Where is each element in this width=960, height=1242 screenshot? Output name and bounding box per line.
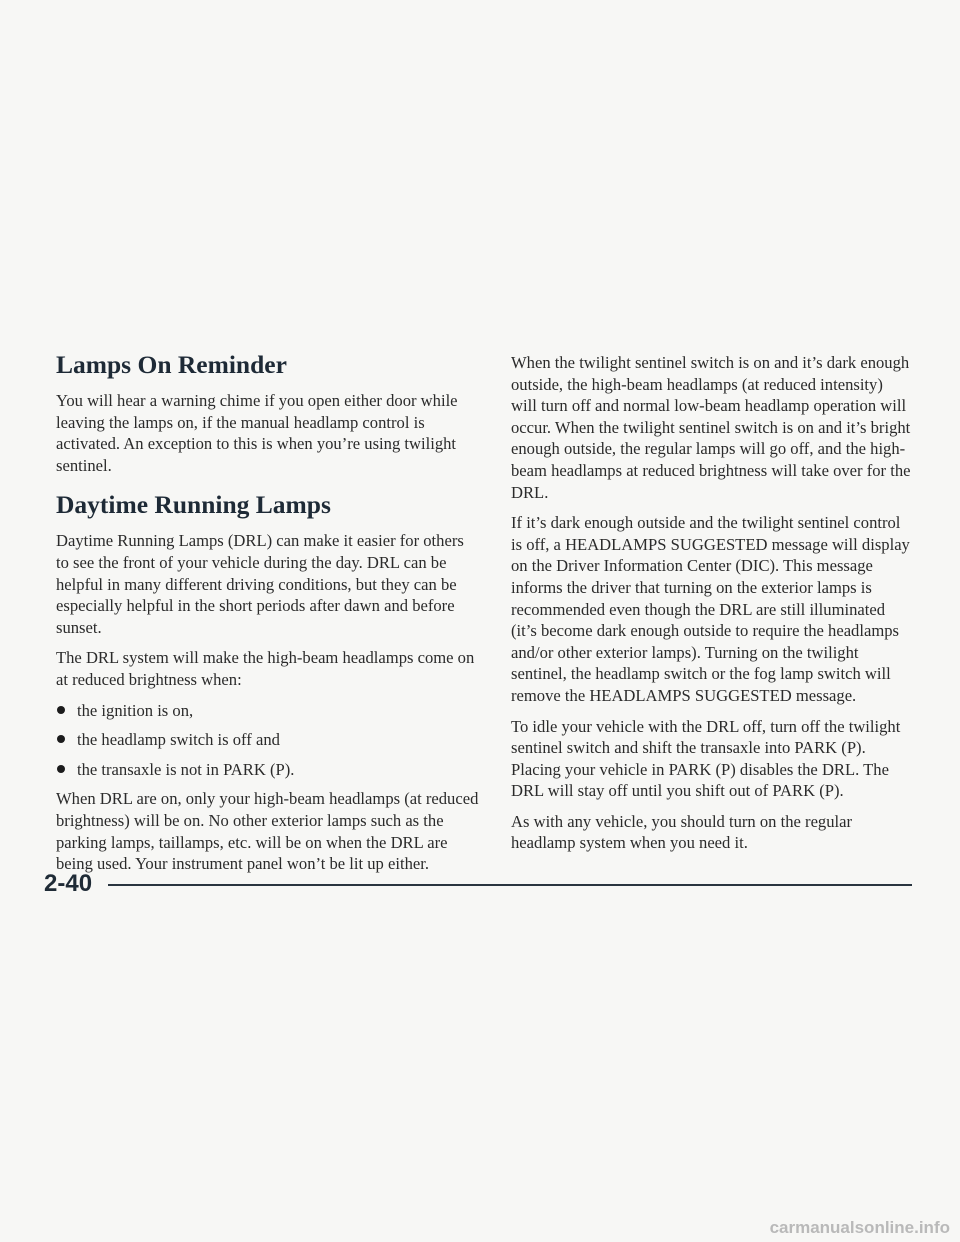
idle-drl-off-text: To idle your vehicle with the DRL off, turn off the twilight sentinel switch and shift the transaxle into PARK (P). Placing your vehicle in PARK (P) disables the DRL. The DRL will stay off until you shift out of PARK (P). xyxy=(511,716,901,801)
headlamps-suggested-text: If it’s dark enough outside and the twilight sentinel control is off, a HEADLAMPS SUGGESTED message will display on the Driver Information Center (DIC). This message informs the driver that turning on the exterior lamps is recommended even though the DRL are still illuminated (it’s become dark enough outside to require the headlamps and/or other exterior lamps). Turning on the twilight sentinel, the headlamp switch or the fog lamp switch will remove the HEADLAMPS SUGGESTED message. xyxy=(511,513,910,705)
twilight-sentinel-text: When the twilight sentinel switch is on and it’s dark enough outside, the high-beam headlamps (at reduced intensity) will turn off and normal low-beam headlamp operation will occur. When the twilight sentinel switch is on and it’s bright enough outside, the regular lamps will go off, and the high-beam headlamps at reduced brightness will take over for the DRL. xyxy=(511,353,911,502)
list-item: the transaxle is not in PARK (P). xyxy=(56,759,480,781)
lamps-on-reminder-heading: Lamps On Reminder xyxy=(56,350,287,379)
regular-headlamp-text: As with any vehicle, you should turn on the regular headlamp system when you need it. xyxy=(511,811,853,853)
drl-intro-text: Daytime Running Lamps (DRL) can make it easier for others to see the front of your vehicle during the day. DRL can be helpful in many different driving conditions, but they can be especially helpful in the short periods after dawn and before sunset. xyxy=(56,531,464,637)
drl-conditions-text: The DRL system will make the high-beam headlamps come on at reduced brightness when: xyxy=(56,648,475,689)
watermark: carmanualsonline.info xyxy=(769,1218,950,1237)
drl-on-text: When DRL are on, only your high-beam headlamps (at reduced brightness) will be on. No other exterior lamps such as the parking lamps, taillamps, etc. will be on when the DRL are being used. Your instrument panel won’t be lit up either. xyxy=(56,789,479,874)
left-column xyxy=(56,350,480,884)
footer-divider xyxy=(108,884,912,886)
lamps-on-reminder-text: You will hear a warning chime if you open either door while leaving the lamps on, if the manual headlamp control is activated. An exception to this is when you’re using twilight sentinel. xyxy=(56,391,458,475)
bullet-icon xyxy=(57,735,65,743)
list-item: the headlamp switch is off and xyxy=(56,729,480,751)
bullet-icon xyxy=(57,765,65,773)
right-column xyxy=(511,352,911,863)
page-number: 2-40 xyxy=(44,870,93,897)
bullet-icon xyxy=(57,706,65,714)
daytime-running-lamps-heading: Daytime Running Lamps xyxy=(56,490,331,520)
list-item: the ignition is on, xyxy=(56,700,480,722)
drl-conditions-list xyxy=(56,700,480,781)
